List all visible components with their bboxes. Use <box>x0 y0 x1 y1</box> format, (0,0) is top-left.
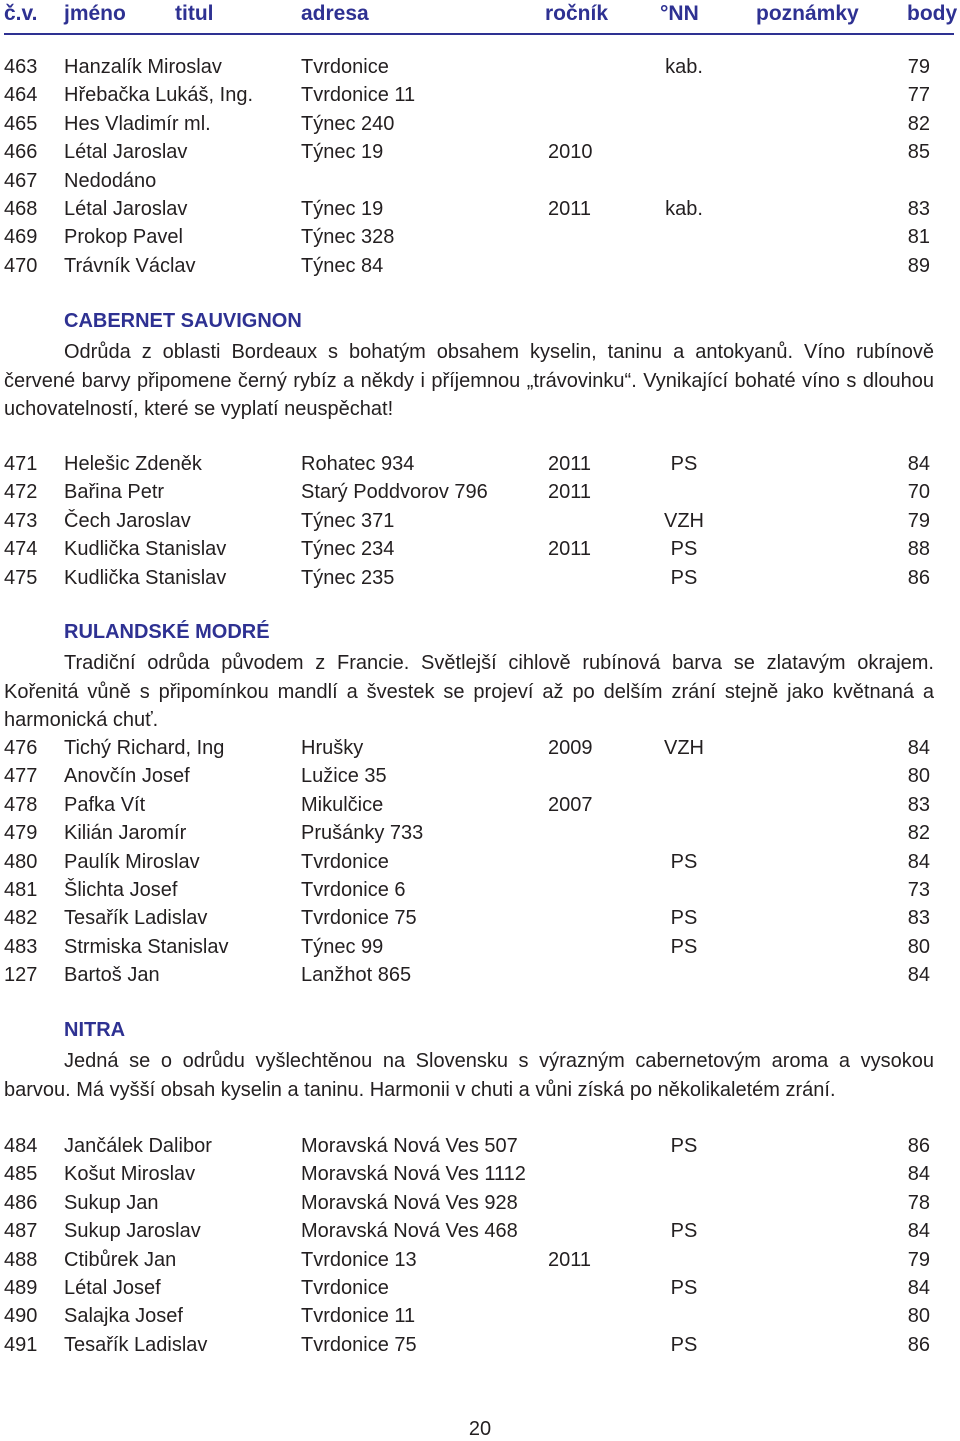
entry-points: 84 <box>907 737 930 759</box>
entry-name: Kilián Jaromír <box>64 822 187 845</box>
table-row <box>0 110 960 138</box>
entry-points: 77 <box>907 84 930 107</box>
entry-address: Tvrdonice 11 <box>301 84 416 107</box>
section-description-nitra: Jedná se o odrůdu vyšlechtěnou na Slovensku s výrazným cabernetovým aroma a vysokou barvou. Má vyšší obsah kyselin a taninu. Harmonii v chuti a vůni získá po několikaletém zrání. <box>4 1050 934 1101</box>
entry-year: 2011 <box>548 538 592 561</box>
table-row <box>0 848 960 876</box>
entry-name: Strmiska Stanislav <box>64 935 229 958</box>
entry-points: 85 <box>907 141 930 164</box>
entry-points: 89 <box>907 254 930 277</box>
header-year: ročník <box>545 2 609 25</box>
table-row <box>0 1189 960 1217</box>
entry-address: Týnec 234 <box>301 538 395 561</box>
entry-address: Mikulčice <box>301 793 384 816</box>
entry-name: Helešic Zdeněk <box>64 453 202 475</box>
entry-address: Lužice 35 <box>301 765 387 788</box>
entry-address: Lanžhot 865 <box>301 964 412 987</box>
entry-number: 491 <box>4 1333 38 1356</box>
entry-points: 80 <box>907 1305 930 1328</box>
entry-points: 79 <box>907 56 930 78</box>
section-title-nitra: NITRA <box>64 1019 126 1041</box>
entry-number: 465 <box>4 112 38 135</box>
entry-name: Létal Josef <box>64 1277 161 1299</box>
entry-nn: VZH <box>664 509 704 532</box>
entry-points: 83 <box>907 198 930 220</box>
entry-name: Hes Vladimír ml. <box>64 112 211 135</box>
entry-address: Tvrdonice <box>301 56 389 78</box>
table-row <box>0 507 960 535</box>
table-row <box>0 81 960 109</box>
entry-name: Anovčín Josef <box>64 765 190 788</box>
entry-address: Týnec 240 <box>301 112 395 135</box>
entry-name: Trávník Václav <box>64 254 196 277</box>
entry-name: Salajka Josef <box>64 1305 183 1328</box>
entry-nn: PS <box>670 566 698 589</box>
entry-nn: PS <box>670 1135 698 1157</box>
entry-number: 468 <box>4 198 38 220</box>
entry-nn: kab. <box>665 56 703 78</box>
entry-address: Týnec 84 <box>301 254 384 277</box>
header-points: body <box>907 2 958 25</box>
table-header <box>0 0 960 34</box>
entry-number: 476 <box>4 737 38 759</box>
entry-address: Hrušky <box>301 737 364 759</box>
entry-nn: PS <box>670 850 698 873</box>
table-row <box>0 138 960 166</box>
entry-address: Týnec 328 <box>301 226 395 249</box>
entry-number: 484 <box>4 1135 38 1157</box>
entry-name: Kudlička Stanislav <box>64 538 227 561</box>
entry-address: Tvrdonice 75 <box>301 1333 417 1356</box>
table-row <box>0 1160 960 1188</box>
table-row <box>0 1331 960 1359</box>
entry-nn: PS <box>670 1333 698 1356</box>
table-row <box>0 762 960 790</box>
entry-points: 80 <box>907 765 930 788</box>
section-title-cabernet: CABERNET SAUVIGNON <box>64 310 302 332</box>
entry-year: 2007 <box>548 793 593 816</box>
entry-points: 86 <box>907 1333 930 1356</box>
entry-nn: PS <box>670 1220 698 1243</box>
entry-nn: PS <box>670 907 698 930</box>
entry-address: Týnec 235 <box>301 566 395 589</box>
entry-number: 483 <box>4 935 38 958</box>
entry-points: 83 <box>907 793 930 816</box>
table-row <box>0 564 960 592</box>
table-row <box>0 904 960 932</box>
entry-address: Týnec 19 <box>301 198 384 220</box>
entry-address: Tvrdonice 75 <box>301 907 417 930</box>
entry-number: 481 <box>4 879 38 901</box>
header-cv: č.v. <box>4 2 38 25</box>
entry-number: 466 <box>4 141 38 164</box>
table-row <box>0 535 960 563</box>
entry-year: 2011 <box>548 481 592 504</box>
entry-name: Tichý Richard, Ing <box>64 737 225 759</box>
table-row <box>0 223 960 251</box>
header-nn: °NN <box>660 2 699 25</box>
entry-name: Kudlička Stanislav <box>64 566 227 589</box>
entry-year: 2009 <box>548 737 593 759</box>
entry-address: Týnec 371 <box>301 509 395 532</box>
entry-number: 479 <box>4 822 38 845</box>
entry-name: Hanzalík Miroslav <box>64 56 222 78</box>
entry-name: Pafka Vít <box>64 793 146 816</box>
table-row <box>0 478 960 506</box>
table-row <box>0 734 960 762</box>
entry-name: Prokop Pavel <box>64 226 183 249</box>
table-row <box>0 1246 960 1274</box>
table-row <box>0 961 960 989</box>
entry-number: 487 <box>4 1220 38 1243</box>
entry-number: 490 <box>4 1305 38 1328</box>
table-row <box>0 167 960 195</box>
entry-year: 2011 <box>548 1248 592 1271</box>
entry-points: 80 <box>907 935 930 958</box>
entry-number: 470 <box>4 254 38 277</box>
entry-number: 480 <box>4 850 38 873</box>
entry-points: 81 <box>907 226 930 249</box>
entry-number: 489 <box>4 1277 38 1299</box>
entry-nn: VZH <box>664 737 704 759</box>
entry-points: 84 <box>907 1220 930 1243</box>
entry-number: 473 <box>4 509 38 532</box>
header-divider <box>4 33 954 35</box>
table-row <box>0 1217 960 1245</box>
entry-points: 79 <box>907 1248 930 1271</box>
entry-address: Rohatec 934 <box>301 453 415 475</box>
table-row <box>0 53 960 81</box>
entry-points: 84 <box>907 964 930 987</box>
entry-name: Bartoš Jan <box>64 964 160 987</box>
table-row <box>0 1274 960 1302</box>
entry-address: Moravská Nová Ves 468 <box>301 1220 518 1243</box>
entry-points: 84 <box>907 850 930 873</box>
page-number: 20 <box>468 1418 492 1440</box>
entry-name: Bařina Petr <box>64 481 165 504</box>
entry-year: 2010 <box>548 141 593 164</box>
entry-address: Týnec 19 <box>301 141 384 164</box>
entry-points: 82 <box>907 822 930 845</box>
entry-name: Hřebačka Lukáš, Ing. <box>64 84 253 107</box>
section-title-rulandske: RULANDSKÉ MODRÉ <box>64 621 270 643</box>
entry-address: Starý Poddvorov 796 <box>301 481 488 504</box>
table-row <box>0 450 960 478</box>
entry-number: 475 <box>4 566 38 589</box>
entry-name: Tesařík Ladislav <box>64 1333 208 1356</box>
header-name: jméno <box>64 2 126 25</box>
entry-points: 86 <box>907 1135 930 1157</box>
table-row <box>0 876 960 904</box>
entry-address: Moravská Nová Ves 1112 <box>301 1163 526 1186</box>
entry-number: 478 <box>4 793 38 816</box>
entry-number: 482 <box>4 907 38 930</box>
entry-points: 84 <box>907 453 930 475</box>
entry-number: 486 <box>4 1191 38 1214</box>
entry-number: 471 <box>4 453 38 475</box>
entry-address: Prušánky 733 <box>301 822 424 845</box>
entry-name: Sukup Jaroslav <box>64 1220 201 1243</box>
entry-address: Týnec 99 <box>301 935 384 958</box>
table-row <box>0 791 960 819</box>
section-description-rulandske: Tradiční odrůda původem z Francie. Světlejší cihlově rubínová barva se zlatavým okrajem. Kořenitá vůně s připomínkou mandlí a švestek se projeví až po delším zrání stejně jako květnaná a harmonická chuť. <box>4 652 934 731</box>
entry-address: Tvrdonice 6 <box>301 879 406 901</box>
header-notes: poznámky <box>756 2 859 25</box>
entry-number: 472 <box>4 481 38 504</box>
entry-name: Paulík Miroslav <box>64 850 200 873</box>
entry-number: 463 <box>4 56 38 78</box>
entry-points: 83 <box>907 907 930 930</box>
entry-number: 464 <box>4 84 38 107</box>
entry-points: 88 <box>907 538 930 561</box>
header-address: adresa <box>301 2 369 25</box>
entry-number: 485 <box>4 1163 38 1186</box>
entry-nn: PS <box>670 453 698 475</box>
entry-address: Tvrdonice 13 <box>301 1248 417 1271</box>
entry-name: Šlichta Josef <box>64 879 178 901</box>
entry-number: 127 <box>4 964 38 987</box>
entry-name: Košut Miroslav <box>64 1163 196 1186</box>
table-row <box>0 819 960 847</box>
entry-name: Čech Jaroslav <box>64 509 191 532</box>
entry-name: Létal Jaroslav <box>64 141 188 164</box>
entry-points: 82 <box>907 112 930 135</box>
entry-nn: PS <box>670 1277 698 1299</box>
entry-number: 474 <box>4 538 38 561</box>
entry-points: 79 <box>907 509 930 532</box>
entry-name: Létal Jaroslav <box>64 198 188 220</box>
entry-points: 78 <box>907 1191 930 1214</box>
entry-address: Tvrdonice <box>301 1277 389 1299</box>
entry-number: 477 <box>4 765 38 788</box>
header-title: titul <box>175 2 214 25</box>
entry-points: 70 <box>907 481 930 504</box>
table-row <box>0 1302 960 1330</box>
entry-points: 86 <box>907 566 930 589</box>
table-row <box>0 1132 960 1160</box>
entry-year: 2011 <box>548 453 592 475</box>
section-description-cabernet: Odrůda z oblasti Bordeaux s bohatým obsahem kyselin, taninu a antokyanů. Víno rubínově červené barvy připomene černý rybíz a někdy i příjemnou „trávovinku“. Vynikající bohaté víno s dlouhou uchovatelností, které se vyplatí neuspěchat! <box>4 341 934 420</box>
entry-address: Moravská Nová Ves 928 <box>301 1191 518 1214</box>
entry-name: Sukup Jan <box>64 1191 159 1214</box>
entry-name: Nedodáno <box>64 169 157 192</box>
entry-points: 73 <box>907 879 930 901</box>
entry-nn: PS <box>670 538 698 561</box>
entry-address: Tvrdonice 11 <box>301 1305 416 1328</box>
entry-number: 469 <box>4 226 38 249</box>
entry-name: Tesařík Ladislav <box>64 907 208 930</box>
entry-name: Jančálek Dalibor <box>64 1135 212 1157</box>
entry-points: 84 <box>907 1277 930 1299</box>
entry-points: 84 <box>907 1163 930 1186</box>
entry-nn: PS <box>670 935 698 958</box>
entry-year: 2011 <box>548 198 592 220</box>
entry-number: 488 <box>4 1248 38 1271</box>
entry-address: Moravská Nová Ves 507 <box>301 1135 518 1157</box>
entry-address: Tvrdonice <box>301 850 389 873</box>
entry-name: Ctibůrek Jan <box>64 1248 177 1271</box>
table-row <box>0 195 960 223</box>
entry-nn: kab. <box>665 198 703 220</box>
table-row <box>0 933 960 961</box>
table-row <box>0 252 960 280</box>
entry-number: 467 <box>4 169 38 192</box>
